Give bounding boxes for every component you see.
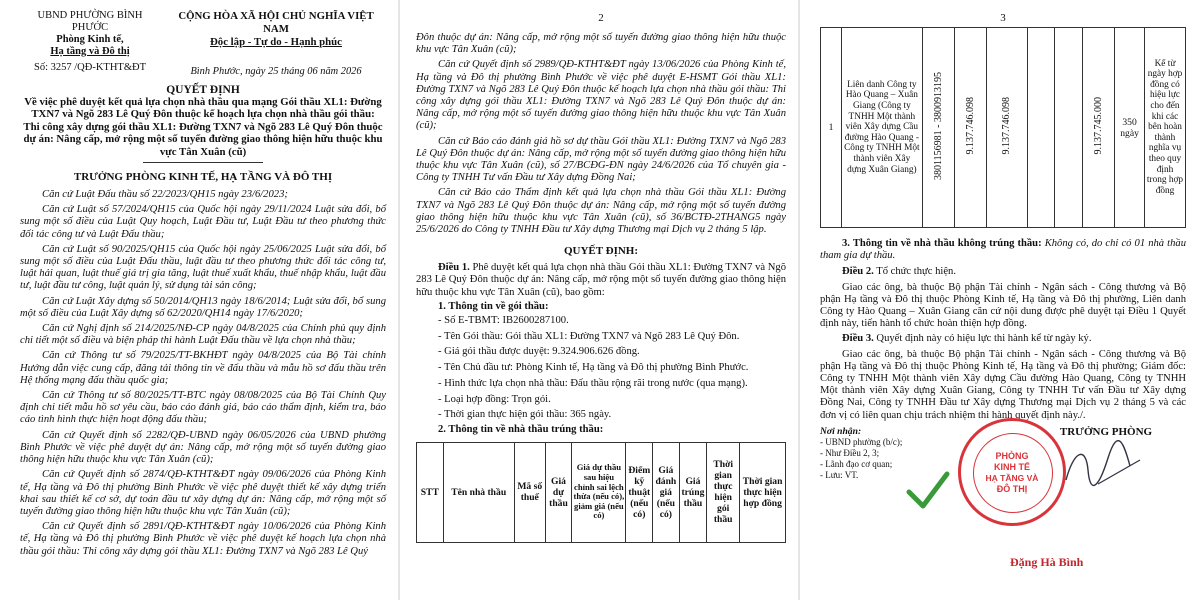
legal-basis-item: Căn cứ Nghị định số 214/2025/NĐ-CP ngày 04/8/2025 của Chính phủ quy định chi tiết một số điều và biện pháp thi hành Luật Đấu thầu về lựa chọn nhà thầu; — [20, 323, 386, 347]
seal-text: PHÒNG — [995, 451, 1029, 461]
seal-text: KINH TẾ — [994, 462, 1030, 472]
cell-contractor: Liên danh Công ty Hào Quang – Xuân Giang (Công ty TNHH Một thành viên Xây dựng Cầu đường Hào Quang - Công ty TNHH Một thành viên Xây dựng Xuân Giang) — [842, 28, 923, 228]
cell-bid-price: 9.137.746.098 — [964, 97, 976, 155]
legal-basis-item: Căn cứ Luật Xây dựng số 50/2014/QH13 ngày 18/6/2014; Luật sửa đổi, bổ sung một số điều của Luật Xây dựng số 62/2020/QH14 ngày 17/6/2020; — [20, 295, 386, 319]
article-1 — [416, 262, 786, 299]
column-header: Giá dự thầu — [545, 442, 572, 542]
column-header: Giá đánh giá (nếu có) — [653, 442, 680, 542]
cell-bid-price-wrap — [954, 28, 986, 228]
column-header: STT — [417, 442, 444, 542]
signature-scribble — [1058, 440, 1148, 500]
check-mark-icon — [905, 470, 951, 510]
legal-basis-item: Căn cứ Quyết định số 2282/QĐ-UBND ngày 06/05/2026 của UBND phường Bình Phước về việc phê duyệt dự án: Nâng cấp, mở rộng một số tuyến đường giao thông hiện hữu thuộc khu vực Tân Xuân (cũ); — [20, 429, 386, 466]
legal-basis-item: Căn cứ Báo cáo đánh giá hồ sơ dự thầu Gói thầu XL1: Đường TXN7 và Ngõ 283 Lê Quý Đôn thuộc dự án: Nâng cấp, mở rộng một số tuyến đường giao thông hiện hữu thuộc khu vực Tân Xuân (cũ), số 27/BCĐG-ĐN ngày 24/6/2026 của Tổ chuyên gia - Công ty TNHH Tư vấn Đầu tư Xây dựng Đồng Nai; — [416, 135, 786, 184]
national-heading — [166, 10, 386, 78]
official-seal — [958, 418, 1066, 526]
cell-duration: 350 ngày — [1115, 28, 1145, 228]
decision-heading: QUYẾT ĐỊNH: — [563, 245, 639, 258]
package-info-item: - Tên Chủ đầu tư: Phòng Kinh tế, Hạ tầng và Đô thị phường Bình Phước. — [438, 362, 749, 374]
column-header: Thời gian thực hiện gói thầu — [707, 442, 740, 542]
cell-tax-code: 3801156981 - 3800913195 — [932, 72, 944, 180]
recipient-item: - Như Điều 2, 3; — [820, 447, 880, 458]
recipient-item: - Lãnh đạo cơ quan; — [820, 458, 893, 469]
recipients-title: Nơi nhận: — [820, 425, 862, 437]
article-1-label: Điều 1. — [438, 262, 470, 274]
continued-text: Đôn thuộc dự án: Nâng cấp, mở rộng một số tuyến đường giao thông hiện hữu thuộc khu vực Tân Xuân (cũ); — [416, 32, 786, 56]
document-header — [20, 10, 386, 78]
section-3 — [820, 238, 1186, 262]
cell-tech-score — [1027, 28, 1055, 228]
recipient-item: - Lưu: VT. — [820, 469, 859, 480]
package-info-list — [416, 315, 786, 421]
national-motto: Độc lập - Tự do - Hạnh phúc — [210, 36, 342, 48]
package-info-item: - Thời gian thực hiện gói thầu: 365 ngày. — [438, 409, 612, 421]
document-page-1 — [0, 0, 398, 600]
document-type: QUYẾT ĐỊNH — [166, 84, 240, 96]
cell-stt: 1 — [821, 28, 842, 228]
legal-basis-item: Căn cứ Quyết định số 2874/QĐ-KTHT&ĐT ngày 09/06/2026 của Phòng Kinh tế, Hạ tầng và Đô thị phường Bình Phước về việc phê duyệt thiết kế xây dựng triển khai sau thiết kế cơ sở, dự toán đầu tư xây dựng dự án: Nâng cấp, mở rộng một số tuyến đường giao thông hiện hữu thuộc khu vực Tân Xuân (cũ); — [20, 469, 386, 517]
article-3-label: Điều 3. — [842, 333, 874, 345]
package-info-item: - Loại hợp đồng: Trọn gói. — [438, 393, 551, 405]
legal-bases-list — [20, 189, 386, 558]
legal-basis-item: Căn cứ Thông tư số 80/2025/TT-BTC ngày 08/08/2025 của Bộ Tài Chính Quy định chi tiết mẫu hồ sơ yêu cầu, báo cáo đánh giá, báo cáo thẩm định, kiểm tra, báo cáo tình hình thực hiện hoạt động đấu thầu; — [20, 390, 386, 426]
legal-basis-item: Căn cứ Luật số 90/2025/QH15 của Quốc hội ngày 25/06/2025 Luật sửa đổi, bổ sung một số điều của Luật Đấu thầu, luật đầu tư theo phương thức đối tác công tư, luật hải quan, luật thuế giá trị gia tăng, luật thuế xuất khẩu, thuế nhập khẩu, luật đầu tư, luật đầu tư công, luật quản lý, sử dụng tài sản công; — [20, 243, 386, 292]
issuing-agency-block — [20, 10, 160, 78]
column-header: Mã số thuế — [514, 442, 545, 542]
package-info-item: - Số E-TBMT: IB2600287100. — [438, 315, 569, 327]
winning-contractor-table-header — [416, 442, 786, 543]
document-page-2 — [400, 0, 800, 600]
issue-date: Bình Phước, ngày 25 tháng 06 năm 2026 — [190, 66, 362, 77]
article-1-text: Phê duyệt kết quả lựa chọn nhà thầu Gói thầu XL1: Đường TXN7 và Ngõ 283 Lê Quý Đôn thuộc dự án: Nâng cấp, mở rộng một số tuyến đường giao thông hiện hữu thuộc khu vực Tân Xuân (cũ), bao gồm: — [416, 262, 787, 298]
page-number: 2 — [598, 12, 604, 24]
signer-name: Đặng Hà Bình — [1010, 555, 1084, 569]
package-info-item: - Giá gói thầu được duyệt: 9.324.906.626 đồng. — [438, 346, 640, 358]
cell-eval-price — [1055, 28, 1083, 228]
package-info-item: - Tên Gói thầu: Gói thầu XL1: Đường TXN7 và Ngõ 283 Lê Quý Đôn. — [438, 330, 740, 342]
article-2-label: Điều 2. — [842, 266, 874, 278]
cell-contract-duration: Kể từ ngày hợp đồng có hiệu lực cho đến khi các bên hoàn thành nghĩa vụ theo quy định trong hợp đồng — [1144, 28, 1185, 228]
agency-name-line2: Hạ tầng và Đô thị — [50, 46, 130, 57]
article-2 — [820, 266, 1186, 278]
document-subject: Về việc phê duyệt kết quả lựa chọn nhà thầu qua mạng Gói thầu XL1: Đường TXN7 và Ngõ 283 Lê Quý Đôn thuộc kế hoạch lựa chọn nhà thầu gói thầu: Thi công xây dựng gói thầu XL1: Đường TXN7 và Ngõ 283 Lê Quý Đôn thuộc dự án: Nâng cấp, mở rộng một số tuyến đường giao thông hiện hữu thuộc khu vực Tân Xuân (cũ) — [23, 96, 383, 158]
article-3-body: Giao các ông, bà thuộc Bộ phận Tài chính - Ngân sách - Công thương và Bộ phận Hạ tầng và Đô thị thuộc Phòng Kinh tế, Hạ tầng và Đô thị phường; Giám đốc: Công ty TNHH Một thành viên Xây dựng Cầu đường Hào Quang, Công ty TNHH Một thành viên Xây dựng Xuân Giang, Công ty TNHH Tư vấn Đầu tư Xây dựng Đồng Nai, Công ty TNHH Đầu tư Xây dựng Thương mại Dịch vụ 2 tháng 5 và các đơn vị có liên quan chịu trách nhiệm thi hành quyết định này./. — [820, 348, 1186, 421]
cell-winning-price: 9.137.745.000 — [1093, 97, 1105, 155]
section-1-heading: 1. Thông tin về gói thầu: — [438, 300, 549, 312]
section-3-label: 3. Thông tin về nhà thầu không trúng thầu: — [842, 238, 1042, 249]
column-header: Điểm kỹ thuật (nếu có) — [626, 442, 653, 542]
article-3 — [820, 333, 1186, 345]
cell-winning-price-wrap — [1083, 28, 1115, 228]
issuing-authority: TRƯỞNG PHÒNG KINH TẾ, HẠ TẦNG VÀ ĐÔ THỊ — [73, 171, 333, 184]
agency-parent: UBND PHƯỜNG BÌNH PHƯỚC — [37, 10, 143, 33]
page-number: 3 — [1000, 12, 1006, 24]
cell-adjusted-price-wrap — [986, 28, 1027, 228]
column-header: Giá trúng thầu — [679, 442, 707, 542]
legal-basis-item: Căn cứ Thông tư số 79/2025/TT-BKHĐT ngày 04/8/2025 của Bộ Tài chính Hướng dẫn việc cung cấp, đăng tải thông tin về đấu thầu và mẫu hồ sơ đấu thầu trên Hệ thống mạng đấu thầu quốc gia; — [20, 350, 386, 386]
cell-tax-code-wrap — [922, 28, 954, 228]
legal-basis-item: Căn cứ Luật số 57/2024/QH15 của Quốc hội ngày 29/11/2024 Luật sửa đổi, bổ sung một số điều của Luật Quy hoạch, Luật Đầu tư, Luật Đầu tư theo phương thức đối tác công tư và Luật Đấu thầu; — [20, 204, 386, 240]
legal-basis-item: Căn cứ Luật Đấu thầu số 22/2023/QH15 ngày 23/6/2023; — [42, 189, 288, 201]
package-info-item: - Hình thức lựa chọn nhà thầu: Đấu thầu rộng rãi trong nước (qua mạng). — [438, 377, 748, 389]
winning-contractor-table-row — [820, 27, 1186, 228]
article-3-text: Quyết định này có hiệu lực thi hành kể từ ngày ký. — [873, 333, 1092, 345]
recipient-item: - UBND phường (b/c); — [820, 436, 903, 447]
agency-name-line1: Phòng Kinh tế, — [56, 34, 124, 45]
cell-adjusted-price: 9.137.746.098 — [1001, 97, 1013, 155]
legal-basis-item: Căn cứ Quyết định số 2989/QĐ-KTHT&ĐT ngày 13/06/2026 của Phòng Kinh tế, Hạ tầng và Đô thị phường Bình Phước về việc phê duyệt E-HSMT Gói thầu XL1: Đường TXN7 và Ngõ 283 Lê Quý Đôn thuộc kế hoạch lựa chọn nhà thầu gói thầu: Thi công xây dựng gói thầu XL1: Đường TXN7 và Ngõ 283 Lê Quý Đôn thuộc dự án: Nâng cấp, mở rộng một số tuyến đường giao thông hiện hữu thuộc khu vực Tân Xuân (cũ); — [416, 59, 786, 132]
column-header: Tên nhà thầu — [443, 442, 514, 542]
article-2-text: Tổ chức thực hiện. — [873, 266, 956, 278]
signer-title: TRƯỞNG PHÒNG — [1059, 425, 1153, 438]
column-header: Giá dự thầu sau hiệu chỉnh sai lệch thừa (nếu có), giảm giá (nếu có) — [572, 442, 626, 542]
document-number: Số: 3257 /QĐ-KTHT&ĐT — [34, 62, 146, 73]
section-2-heading: 2. Thông tin về nhà thầu trúng thầu: — [438, 424, 604, 436]
column-header: Thời gian thực hiện hợp đồng — [740, 442, 786, 542]
article-2-body: Giao các ông, bà thuộc Bộ phận Tài chính - Ngân sách - Công thương và Bộ phận Hạ tầng và Đô thị thuộc Phòng Kinh tế, Hạ tầng và Đô thị phường, Liên danh Công ty Hào Quang – Xuân Giang căn cứ nội dung được phê duyệt tại Điều 1 Quyết định này, tiến hành tổ chức hoàn thiện hợp đồng. — [820, 281, 1186, 330]
legal-basis-item: Căn cứ Quyết định số 2891/QĐ-KTHT&ĐT ngày 10/06/2026 của Phòng Kinh tế, Hạ tầng và Đô thị phường Bình Phước về việc phê duyệt kế hoạch lựa chọn nhà thầu gói thầu: Thi công xây dựng gói thầu XL1: Đường TXN7 và Ngõ 283 Lê Quý — [20, 521, 386, 557]
seal-text: ĐÔ THỊ — [996, 484, 1028, 494]
section-3-text: Không có, do chỉ có 01 nhà thầu tham gia dự thầu. — [820, 238, 1186, 262]
legal-basis-item: Căn cứ Báo cáo Thẩm định kết quả lựa chọn nhà thầu Gói thầu XL1: Đường TXN7 và Ngõ 283 Lê Quý Đôn thuộc dự án: Nâng cấp, mở rộng một số tuyến đường giao thông hiện hữu thuộc khu vực Tân Xuân (cũ), số 36/BCTĐ-2THANG5 ngày 25/6/2026 do Công ty TNHH Đầu tư Xây dựng Thương mại Dịch vụ 2 tháng 5 lập. — [416, 187, 786, 236]
nation-name: CỘNG HÒA XÃ HỘI CHỦ NGHĨA VIỆT NAM — [178, 10, 374, 35]
subject-underline — [143, 162, 263, 163]
seal-text: HẠ TẦNG VÀ — [985, 473, 1039, 483]
